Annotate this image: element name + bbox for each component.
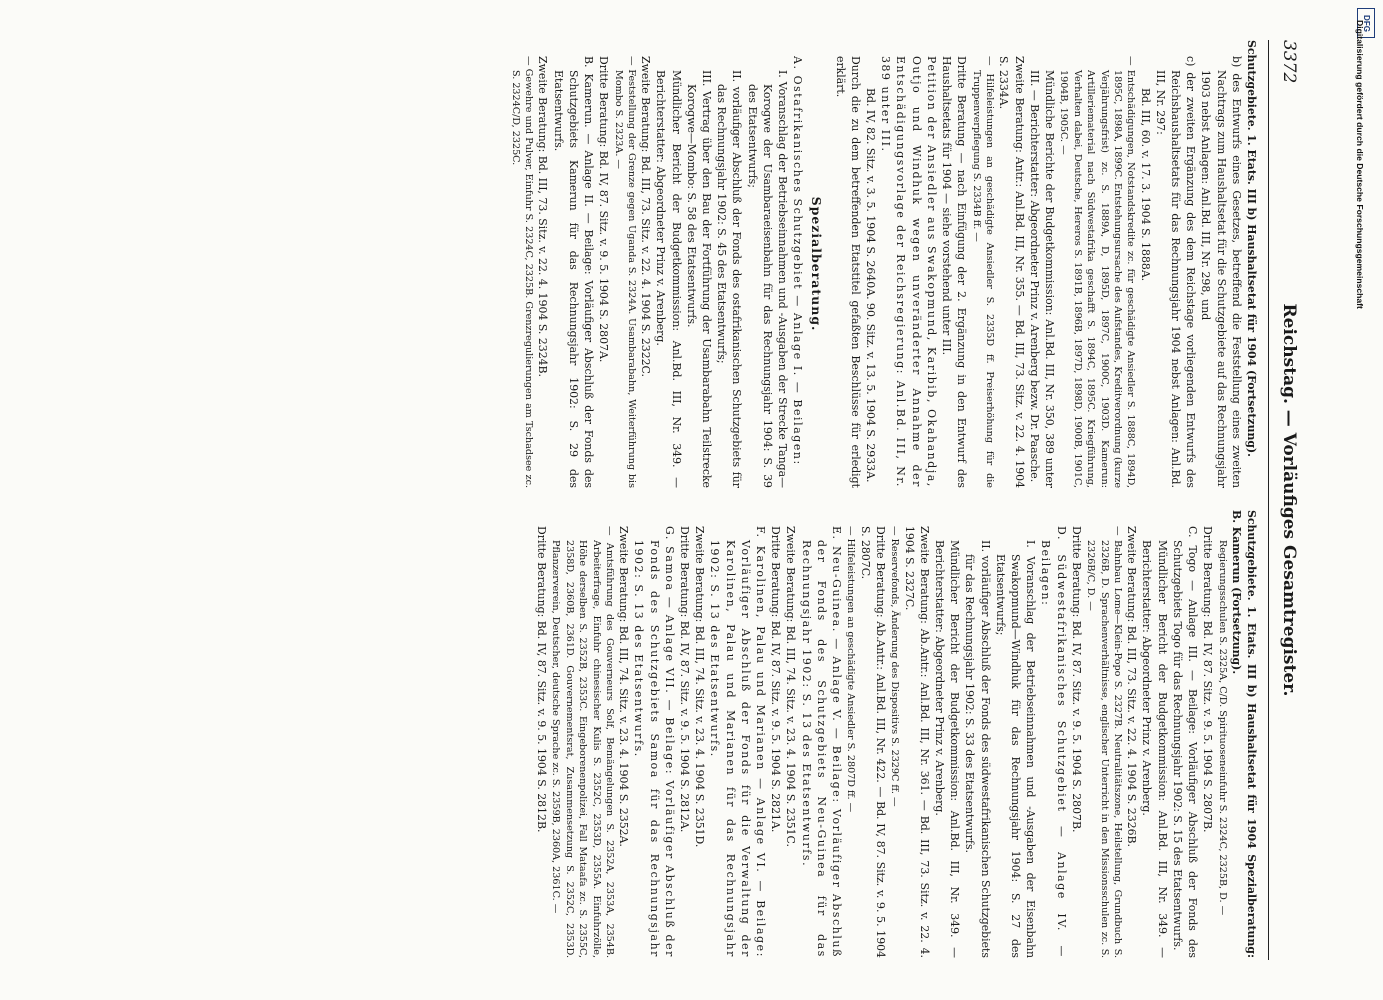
digitization-note (1343, 20, 1371, 980)
right-entry: G. Samoa — Anlage VII. — Beilage: Vorläufiger Abschluß der Fonds des Schutzgebiets Samoa für das Rechnungsjahr 1902: S. 13 des Etatsentwurfs. (632, 526, 676, 958)
left-entry: Dritte Beratung — nach Einfügung der 2. Ergänzung in den Entwurf des Haushaltsetats für 1904 — siehe vorstehend unter III. (940, 56, 969, 488)
right-entry: D. Südwestafrikanisches Schutzgebiet — Anlage IV. — Beilagen: (1039, 526, 1068, 958)
left-entry: — Gewehre und Pulver, Einfuhr S. 2324C, 2325B. Grenzregulierungen am Tschadsee zc. S. 2324C/D, 2325C. (509, 56, 535, 488)
left-entry: Durch die zu dem betreffenden Etatstitel gefaßten Beschlüsse für erledigt erklärt. (833, 56, 862, 488)
right-entry: II. vorläufiger Abschluß der Fonds des südwestafrikanischen Schutzgebiets für das Rechnungsjahr 1902: S. 33 des Etatsentwurfs. (963, 540, 992, 958)
right-entry: Zweite Beratung: Bd. III, 74. Sitz. v. 23. 4. 1904 S. 2352A. (617, 526, 631, 847)
right-entry: Dritte Beratung: Bd. IV, 87. Sitz. v. 9. 5. 1904 S. 2821A. (769, 526, 783, 833)
right-entry: Dritte Beratung: Bd. IV, 87. Sitz. v. 9. 5. 1904 S. 2812A. (678, 526, 692, 833)
right-entry: Mündlicher Bericht der Budgetkommission: Anl.Bd. III, Nr. 349. — Berichterstatter: Abgeordneter Prinz v. Arenberg. (932, 540, 962, 958)
right-entry: Zweite Beratung: Bd. III, 73. Sitz. v. 22. 4. 1904 S. 2326B. (1125, 526, 1139, 848)
right-entry: C. Togo — Anlage III. — Beilage: Vorläufiger Abschluß der Fonds des Schutzgebiets Togo für das Rechnungsjahr 1902: S. 15 des Etatsentwurfs. (1170, 526, 1199, 958)
left-entry: Zweite Beratung: Bd. III, 73. Sitz. v. 22. 4. 1904 S. 2324B. (536, 56, 550, 378)
right-entry: E. Neu-Guinea. — Anlage V. — Beilage: Vorläufiger Abschluß der Fonds des Schutzgebiets Neu-Guinea für das Rechnungsjahr 1902: S. 13 des Etatsentwurfs. (799, 526, 844, 958)
page-header (1267, 40, 1307, 960)
right-entry: Regierungsschulen S. 2325A, C/D. Spirituoseneinfuhr S. 2324C, 2325B, D. — (1216, 540, 1228, 916)
right-entry: — Hilfeleistungen an geschädigte Ansiedler S. 2807D ff. — (845, 526, 857, 813)
left-entry: Bd. IV, 82. Sitz. v. 3. 5. 1904 S. 2640A. 90. Sitz. v. 13. 5. 1904 S. 2933A. (864, 88, 878, 483)
right-entry: — Bahnbau Lome—Klein-Popo S. 2327B. Neutralitätszone, Heilstellung, Grundbuch S. 2326B, D. Sprachenverhältnisse, englischer Unterricht in den Missionsschulen zc. S. 2326B/C, D. — (1085, 526, 1123, 958)
left-entry: A. Ostafrikanisches Schutzgebiet — Anlage I. — Beilagen: (791, 56, 805, 466)
left-entry: II. vorläufiger Abschluß der Fonds des ostafrikanischen Schutzgebiets für das Rechnungsjahr 1902: S. 45 des Etatsentwurfs; (715, 70, 744, 488)
left-entry: B. Kamerun. — Anlage II. — Beilage: Vorläufiger Abschluß der Fonds des Schutzgebiets Kamerun für das Rechnungsjahr 1902: S. 29 des Etatsentwurfs. (551, 56, 596, 488)
left-entry: Mündlicher Bericht der Budgetkommission: Anl.Bd. III, Nr. 349. — Berichterstatter: Abgeordneter Prinz v. Arenberg. (654, 70, 683, 488)
right-entry: Zweite Beratung: Bd. III, 74. Sitz. v. 23. 4. 1904 S. 2351D. (693, 526, 707, 848)
left-entry: Bd. III, 60. v. 17. 3. 1904 S. 1888A. (1138, 88, 1152, 282)
right-entry: Zweite Beratung: Bd. III, 74. Sitz. v. 23. 4. 1904 S. 2351C. (784, 526, 798, 847)
left-entry: — Hilfeleistungen an geschädigte Ansiedler S. 2335D ff. Preiserhöhung für die Truppenverpflegung S. 2334B ff. — (970, 56, 996, 488)
right-entry: — Reservefonds, Änderung des Dispositivs S. 2329C ff. — (889, 526, 901, 807)
left-entry: c) der zweiten Ergänzung des dem Reichstage vorliegenden Entwurfs des Reichshaushaltsetats für das Rechnungsjahr 1904 nebst Anlagen: Anl.Bd. III, Nr. 297: (1153, 56, 1198, 488)
left-entry: — Entschädigungen, Notstandskredite zc. für geschädigte Ansiedler S. 1888C, 1894D, 1895C, 1898A, 1899C. Entstehungsursache des Aufstandes, Kreditverordnung (kurze Verjährungsfrist) zc. S. 1889A, D, 1895D, 1897C, 1900C, 1903D. Kamerun: Artilleriematerial nach Südwestafrika geschafft S. 1894C, 1895C. Kriegführung, Verhalten dabei, Deutsche, Hereros S. 1891B, 1896B, 1897D, 1898D, 1900B, 1901C, 1904B, 1905C. — (1058, 56, 1137, 488)
left-entry: I. Voranschlag der Betriebseinnahmen und -Ausgaben der Strecke Tanga—Korogwe der Usambaraeisenbahn für das Rechnungsjahr 1904: S. 39 des Etatsentwurfs; (745, 70, 790, 488)
left-column (19, 40, 1259, 488)
left-entry: Petition der Ansiedler aus Swakopmund, Karibib, Okahandja, Outjo und Windhuk wegen unveränderter Annahme der Entschädigungsvorlage der Reichsregierung: Anl.Bd. III, Nr. 389 unter III. (879, 56, 938, 488)
logo-text: DFG (1361, 14, 1371, 32)
running-title: Reichstag. — Vorläufiges Gesamtregister. (1279, 303, 1299, 697)
left-entry: b) des Entwurfs eines Gesetzes, betreffend die Feststellung eines zweiten Nachtrags zum Haushaltsetat für die Schutzgebiete auf das Rechnungsjahr 1903 nebst Anlagen: Anl.Bd. III, Nr. 298, und (1199, 56, 1243, 488)
right-entry: Schutzgebiete. 1. Etats. III b) Haushaltsetat für 1904 Spezialberatung: B. Kamerun (Fortsetzung). (1229, 510, 1258, 958)
left-entry: Mündliche Berichte der Budgetkommission: Anl.Bd. III, Nr. 350, 389 unter III. — Berichterstatter: Abgeordneter Prinz v. Arenberg bezw. Dr. Paasche. (1027, 70, 1056, 488)
right-entry: Dritte Beratung: Bd. IV, 87. Sitz. v. 9. 5. 1904 S. 2807B. (1201, 526, 1215, 833)
left-entry: Zweite Beratung: Antr.: Anl.Bd. III, Nr. 355. — Bd. III, 73. Sitz. v. 22. 4. 1904 S. 2334A. (997, 56, 1026, 488)
right-entry: — Amtsführung des Gouverneurs Solf, Bemängelungen S. 2352A, 2353A, 2354B. Arbeiterfrage, Einfuhr chinesischer Kulis S. 2352C, 2353D, 2355A. Einfuhrzölle, Höhe derselben S. 2352B, 2353C. Eingeborenenpolizei, Fall Mataafa zc. S. 2355C, 2358D, 2360B, 2361D. Gouvernementsrat, Zusammensetzung S. 2352C, 2353D. Pflanzerverein, Deutscher, deutsche Sprache zc. S. 2359B, 2360A, 2361C. — (550, 526, 616, 958)
right-entry: F. Karolinen, Palau und Marianen — Anlage VI. — Beilage: Vorläufiger Abschluß der Fonds für die Verwaltung der Karolinen, Palau und Marianen für das Rechnungsjahr 1902: S. 13 des Etatsentwurfs. (708, 526, 768, 958)
left-entry: Dritte Beratung: Bd. IV, 87. Sitz. v. 9. 5. 1904 S. 2807A. (597, 56, 611, 363)
right-column (19, 510, 1259, 958)
left-entry: Zweite Beratung: Bd. III, 73. Sitz. v. 22. 4. 1904 S. 2322C. (639, 56, 653, 377)
right-entry: I. Voranschlag der Betriebseinnahmen und -Ausgaben der Eisenbahn Swakopmund—Windhuk für das Rechnungsjahr 1904: S. 27 des Etatsentwurfs; (993, 540, 1038, 958)
digitization-note-text: Digitalisierung gefördert durch die Deutsche Forschungsgemeinschaft (1355, 20, 1365, 309)
header-rule (1268, 40, 1269, 960)
section-heading: Spezialberatung. (809, 196, 825, 332)
right-entry: Dritte Beratung: Bd. IV, 87. Sitz. v. 9. 5. 1904 S. 2807B. (1069, 526, 1083, 833)
right-entry: Zweite Beratung: Ab.Antr.: Anl.Bd. III, Nr. 361. — Bd. III, 73. Sitz. v. 22. 4. 1904 S. 2327C. (902, 526, 931, 958)
page-number: 3372 (1279, 40, 1299, 84)
right-entry: Dritte Beratung: Ab.Antr.: Anl.Bd. III, Nr. 422. — Bd. IV, 87. Sitz. v. 9. 5. 1904 S. 2807C. (858, 526, 887, 958)
right-entry: Dritte Beratung: Bd. IV, 87. Sitz. v. 9. 5. 1904 S. 2812B. (535, 526, 549, 833)
right-entry: Mündlicher Bericht der Budgetkommission: Anl.Bd. III, Nr. 349. — Berichterstatter: Abgeordneter Prinz v. Arenberg. (1140, 540, 1169, 958)
left-entry: Schutzgebiete. 1. Etats. III b) Haushaltsetat für 1904 (Fortsetzung). (1245, 40, 1258, 457)
left-entry: III. Vertrag über den Bau der Fortführung der Usambarabahn Teilstrecke Korogwe—Mombo: S. 58 des Etatsentwurfs. (684, 70, 714, 488)
left-entry: — Feststellung der Grenze gegen Uganda S. 2324A. Usambarabahn, Weiterführung bis Mombo S. 2323A. — (612, 56, 638, 488)
